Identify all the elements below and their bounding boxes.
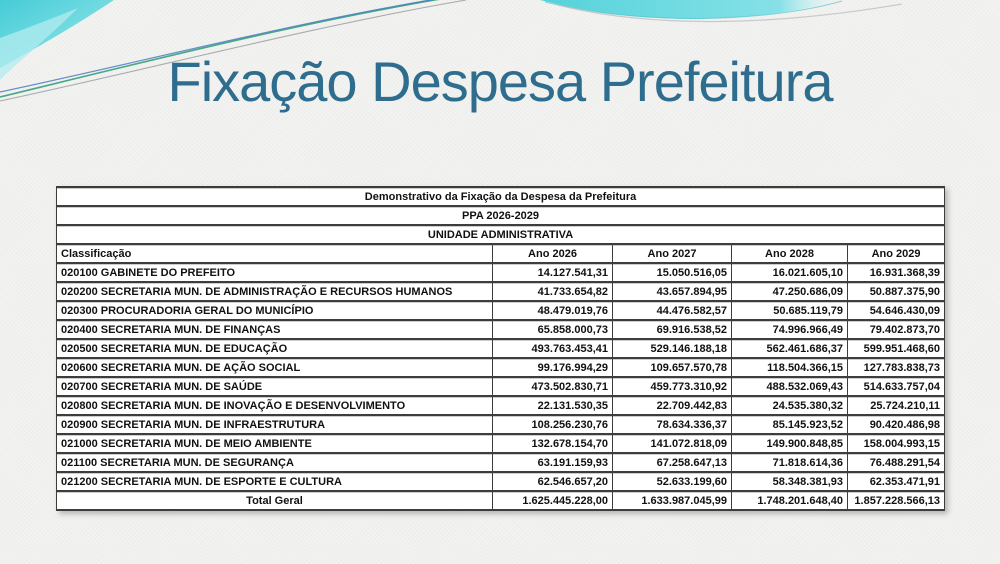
- value-cell: 15.050.516,05: [613, 263, 732, 282]
- table-row: [57, 320, 945, 339]
- value-cell: 109.657.570,78: [613, 358, 732, 377]
- table-row: [57, 301, 945, 320]
- wave-right-line-teal: [545, 1, 842, 18]
- value-cell: 514.633.757,04: [848, 377, 945, 396]
- value-cell: 149.900.848,85: [732, 434, 848, 453]
- table-title-row: [57, 187, 945, 206]
- value-cell: 62.353.471,91: [848, 472, 945, 491]
- value-cell: 132.678.154,70: [493, 434, 613, 453]
- value-cell: 488.532.069,43: [732, 377, 848, 396]
- value-cell: 127.783.838,73: [848, 358, 945, 377]
- table-subtitle-row: [57, 206, 945, 225]
- total-label-cell: Total Geral: [57, 491, 493, 510]
- table-row: [57, 282, 945, 301]
- value-cell: 562.461.686,37: [732, 339, 848, 358]
- total-value-cell: 1.857.228.566,13: [848, 491, 945, 510]
- classification-cell: 020500 SECRETARIA MUN. DE EDUCAÇÃO: [57, 339, 493, 358]
- value-cell: 493.763.453,41: [493, 339, 613, 358]
- table-row: [57, 415, 945, 434]
- total-value-cell: 1.633.987.045,99: [613, 491, 732, 510]
- classification-cell: 020300 PROCURADORIA GERAL DO MUNICÍPIO: [57, 301, 493, 320]
- classification-cell: 021000 SECRETARIA MUN. DE MEIO AMBIENTE: [57, 434, 493, 453]
- budget-table: [56, 186, 945, 511]
- value-cell: 43.657.894,95: [613, 282, 732, 301]
- value-cell: 58.348.381,93: [732, 472, 848, 491]
- column-header-ano-2027: Ano 2027: [613, 244, 732, 263]
- value-cell: 141.072.818,09: [613, 434, 732, 453]
- classification-cell: 020600 SECRETARIA MUN. DE AÇÃO SOCIAL: [57, 358, 493, 377]
- wave-right-crescent: [540, 0, 840, 19]
- total-value-cell: 1.625.445.228,00: [493, 491, 613, 510]
- classification-cell: 020700 SECRETARIA MUN. DE SAÚDE: [57, 377, 493, 396]
- value-cell: 69.916.538,52: [613, 320, 732, 339]
- value-cell: 529.146.188,18: [613, 339, 732, 358]
- value-cell: 158.004.993,15: [848, 434, 945, 453]
- value-cell: 473.502.830,71: [493, 377, 613, 396]
- total-value-cell: 1.748.201.648,40: [732, 491, 848, 510]
- classification-cell: 020200 SECRETARIA MUN. DE ADMINISTRAÇÃO E RECURSOS HUMANOS: [57, 282, 493, 301]
- value-cell: 47.250.686,09: [732, 282, 848, 301]
- table-section-row: [57, 225, 945, 244]
- value-cell: 76.488.291,54: [848, 453, 945, 472]
- classification-cell: 021200 SECRETARIA MUN. DE ESPORTE E CULTURA: [57, 472, 493, 491]
- value-cell: 90.420.486,98: [848, 415, 945, 434]
- table-row: [57, 263, 945, 282]
- value-cell: 41.733.654,82: [493, 282, 613, 301]
- value-cell: 599.951.468,60: [848, 339, 945, 358]
- value-cell: 85.145.923,52: [732, 415, 848, 434]
- value-cell: 63.191.159,93: [493, 453, 613, 472]
- table-row: [57, 396, 945, 415]
- classification-cell: 020900 SECRETARIA MUN. DE INFRAESTRUTURA: [57, 415, 493, 434]
- value-cell: 99.176.994,29: [493, 358, 613, 377]
- page-title: Fixação Despesa Prefeitura: [167, 50, 833, 113]
- value-cell: 71.818.614,36: [732, 453, 848, 472]
- table-row: [57, 434, 945, 453]
- table-row: [57, 472, 945, 491]
- classification-cell: 020800 SECRETARIA MUN. DE INOVAÇÃO E DESENVOLVIMENTO: [57, 396, 493, 415]
- value-cell: 24.535.380,32: [732, 396, 848, 415]
- value-cell: 22.709.442,83: [613, 396, 732, 415]
- column-header-ano-2026: Ano 2026: [493, 244, 613, 263]
- classification-cell: 020400 SECRETARIA MUN. DE FINANÇAS: [57, 320, 493, 339]
- value-cell: 14.127.541,31: [493, 263, 613, 282]
- value-cell: 16.021.605,10: [732, 263, 848, 282]
- value-cell: 62.546.657,20: [493, 472, 613, 491]
- value-cell: 16.931.368,39: [848, 263, 945, 282]
- value-cell: 108.256.230,76: [493, 415, 613, 434]
- value-cell: 79.402.873,70: [848, 320, 945, 339]
- table-row: [57, 358, 945, 377]
- value-cell: 118.504.366,15: [732, 358, 848, 377]
- value-cell: 54.646.430,09: [848, 301, 945, 320]
- classification-cell: 020100 GABINETE DO PREFEITO: [57, 263, 493, 282]
- table-row: [57, 339, 945, 358]
- value-cell: 50.685.119,79: [732, 301, 848, 320]
- column-header-ano-2029: Ano 2029: [848, 244, 945, 263]
- column-header-classificacao: Classificação: [57, 244, 493, 263]
- value-cell: 74.996.966,49: [732, 320, 848, 339]
- value-cell: 44.476.582,57: [613, 301, 732, 320]
- value-cell: 48.479.019,76: [493, 301, 613, 320]
- value-cell: 67.258.647,13: [613, 453, 732, 472]
- table-row: [57, 377, 945, 396]
- table-section: UNIDADE ADMINISTRATIVA: [57, 225, 945, 244]
- value-cell: 52.633.199,60: [613, 472, 732, 491]
- value-cell: 78.634.336,37: [613, 415, 732, 434]
- column-header-ano-2028: Ano 2028: [732, 244, 848, 263]
- classification-cell: 021100 SECRETARIA MUN. DE SEGURANÇA: [57, 453, 493, 472]
- value-cell: 65.858.000,73: [493, 320, 613, 339]
- value-cell: 25.724.210,11: [848, 396, 945, 415]
- table-subtitle: PPA 2026-2029: [57, 206, 945, 225]
- value-cell: 22.131.530,35: [493, 396, 613, 415]
- value-cell: 459.773.310,92: [613, 377, 732, 396]
- table-title: Demonstrativo da Fixação da Despesa da Prefeitura: [57, 187, 945, 206]
- wave-right-line-gray: [558, 4, 902, 22]
- value-cell: 50.887.375,90: [848, 282, 945, 301]
- table-row: [57, 453, 945, 472]
- column-header-row: [57, 244, 945, 263]
- total-row: [57, 491, 945, 510]
